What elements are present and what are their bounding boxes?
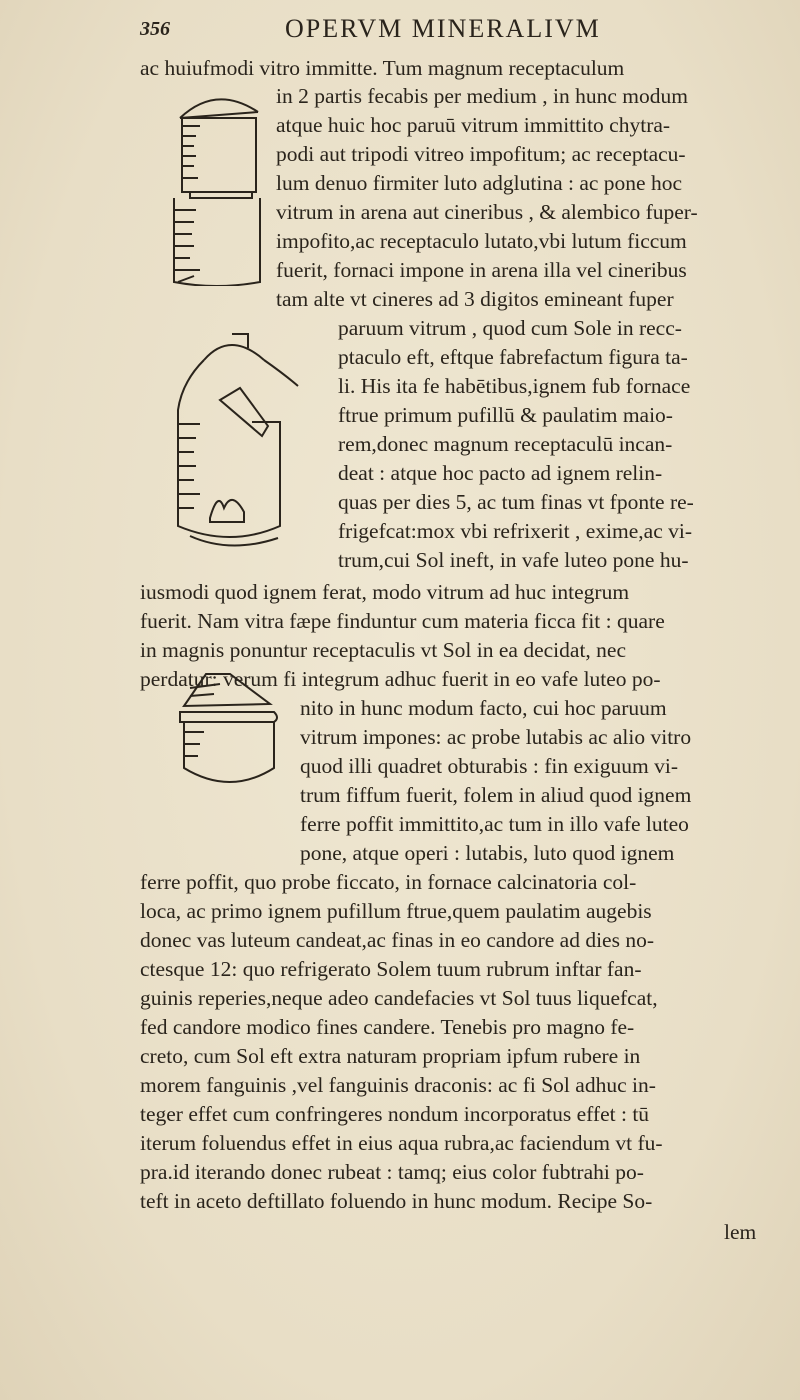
text-line: fuerit. Nam vitra fæpe finduntur cum materia ficca fit : quare — [140, 609, 665, 633]
text-line: paruum vitrum , quod cum Sole in recc- — [338, 316, 682, 340]
text-line: tam alte vt cineres ad 3 digitos emineant fuper — [276, 287, 674, 311]
text-line: rem,donec magnum receptaculū incan- — [338, 432, 673, 456]
text-line: ftrue primum pufillū & paulatim maio- — [338, 403, 673, 427]
text-line: teger effet cum confringeres nondum incorporatus effet : tū — [140, 1102, 650, 1126]
text-line: pra.id iterando donec rubeat : tamq; eius color fubtrahi po- — [140, 1160, 644, 1184]
text-line: nito in hunc modum facto, cui hoc paruum — [300, 696, 667, 720]
text-line: quas per dies 5, ac tum finas vt fponte re- — [338, 490, 694, 514]
text-line: impofito,ac receptaculo lutato,vbi lutum ficcum — [276, 229, 687, 253]
text-line: frigefcat:mox vbi refrixerit , exime,ac vi- — [338, 519, 692, 543]
page-number: 356 — [140, 18, 170, 40]
text-line: morem fanguinis ,vel fanguinis draconis: ac fi Sol adhuc in- — [140, 1073, 656, 1097]
text-line: trum,cui Sol ineft, in vafe luteo pone hu- — [338, 548, 689, 572]
text-line: vitrum impones: ac probe lutabis ac alio vitro — [300, 725, 692, 749]
text-line: iterum foluendus effet in eius aqua rubra,ac faciendum vt fu- — [140, 1131, 663, 1155]
running-title: OPERVM MINERALIVM — [285, 14, 601, 43]
text-line: iusmodi quod ignem ferat, modo vitrum ad huc integrum — [140, 580, 630, 604]
text-line: ptaculo eft, eftque fabrefactum figura ta- — [338, 345, 688, 369]
text-line: vitrum in arena aut cineribus , & alembico fuper- — [276, 200, 698, 224]
text-line: perdatur: verum fi integrum adhuc fuerit in eo vafe luteo po- — [140, 667, 661, 691]
text-line: ac huiufmodi vitro immitte. Tum magnum receptaculum — [140, 56, 625, 80]
text-line: in 2 partis fecabis per medium , in hunc modum — [276, 84, 688, 108]
text-line: podi aut tripodi vitreo impofitum; ac receptacu- — [276, 142, 686, 166]
text-line: ferre poffit immittito,ac tum in illo vafe luteo — [300, 812, 689, 836]
text-line: in magnis ponuntur receptaculis vt Sol in ea decidat, nec — [140, 638, 626, 662]
text-line: quod illi quadret obturabis : fin exiguum vi- — [300, 754, 678, 778]
text-line: atque huic hoc paruū vitrum immittito chytra- — [276, 113, 671, 137]
text-line: creto, cum Sol eft extra naturam propriam ipfum rubere in — [140, 1044, 641, 1068]
text-line: fuerit, fornaci impone in arena illa vel cineribus — [276, 258, 687, 282]
text-line: guinis reperies,neque adeo candefacies vt Sol tuus liquefcat, — [140, 986, 658, 1010]
text-line: ferre poffit, quo probe ficcato, in fornace calcinatoria col- — [140, 870, 637, 894]
text-line: li. His ita fe habētibus,ignem fub fornace — [338, 374, 691, 398]
text-line: donec vas luteum candeat,ac finas in eo candore ad dies no- — [140, 928, 654, 952]
text-line: loca, ac primo ignem pufillum ftrue,quem paulatim augebis — [140, 899, 652, 923]
text-line: teft in aceto deftillato foluendo in hunc modum. Recipe So- — [140, 1189, 653, 1213]
text-line: fed candore modico fines candere. Tenebis pro magno fe- — [140, 1015, 635, 1039]
text-line: pone, atque operi : lutabis, luto quod ignem — [300, 841, 675, 865]
text-line: ctesque 12: quo refrigerato Solem tuum rubrum inftar fan- — [140, 957, 642, 981]
text-line: deat : atque hoc pacto ad ignem relin- — [338, 461, 663, 485]
catchword: lem — [724, 1220, 757, 1244]
text-line: lum denuo firmiter luto adglutina : ac pone hoc — [276, 171, 683, 195]
text-line: trum fiffum fuerit, folem in aliud quod ignem — [300, 783, 692, 807]
